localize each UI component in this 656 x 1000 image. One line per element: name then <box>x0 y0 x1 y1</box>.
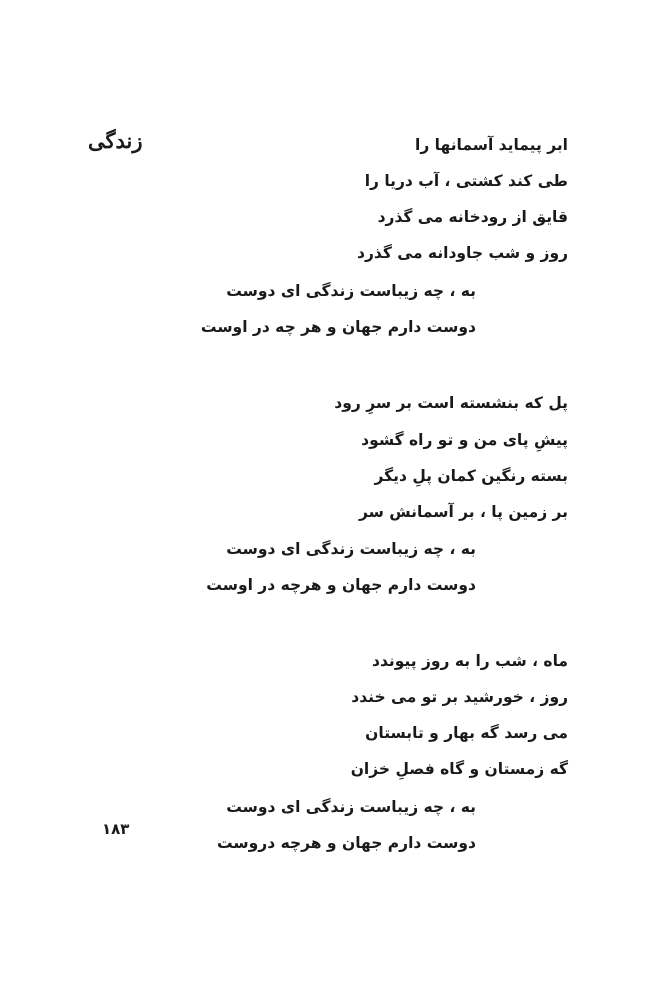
poem-chorus-line: دوست دارم جهان و هر چه در اوست <box>200 318 476 336</box>
poem-line: پل که بنشسته است بر سرِ رود <box>334 394 568 412</box>
poem-line: ماه ، شب را به روز پیوندد <box>371 652 568 670</box>
poem-chorus-line: دوست دارم جهان و هرچه دروست <box>217 834 476 852</box>
poem-line: قایق از رودخانه می گذرد <box>377 208 568 226</box>
poem-line: بر زمین پا ، بر آسمانش سر <box>358 503 568 521</box>
poem-line: گه زمستان و گاه فصلِ خزان <box>350 760 568 778</box>
poem-line: پیشِ پای من و تو راه گشود <box>361 431 568 449</box>
poem-line: می رسد گه بهار و تابستان <box>365 724 568 742</box>
poem-chorus-line: به ، چه زیباست زندگی ای دوست <box>226 540 476 558</box>
poem-title: زندگی <box>88 128 143 153</box>
poem-line: بسته رنگین کمان پلِ دیگر <box>374 467 568 485</box>
poem-chorus-line: دوست دارم جهان و هرچه در اوست <box>206 576 476 594</box>
page-number: ۱۸۳ <box>102 820 130 838</box>
poem-line: روز و شب جاودانه می گذرد <box>357 244 568 262</box>
poem-chorus-line: به ، چه زیباست زندگی ای دوست <box>226 798 476 816</box>
poem-line: ابر پیماید آسمانها را <box>415 136 568 154</box>
poem-line: روز ، خورشید بر تو می خندد <box>351 688 568 706</box>
poem-chorus-line: به ، چه زیباست زندگی ای دوست <box>226 282 476 300</box>
poem-line: طی کند کشتی ، آب دریا را <box>364 172 568 190</box>
